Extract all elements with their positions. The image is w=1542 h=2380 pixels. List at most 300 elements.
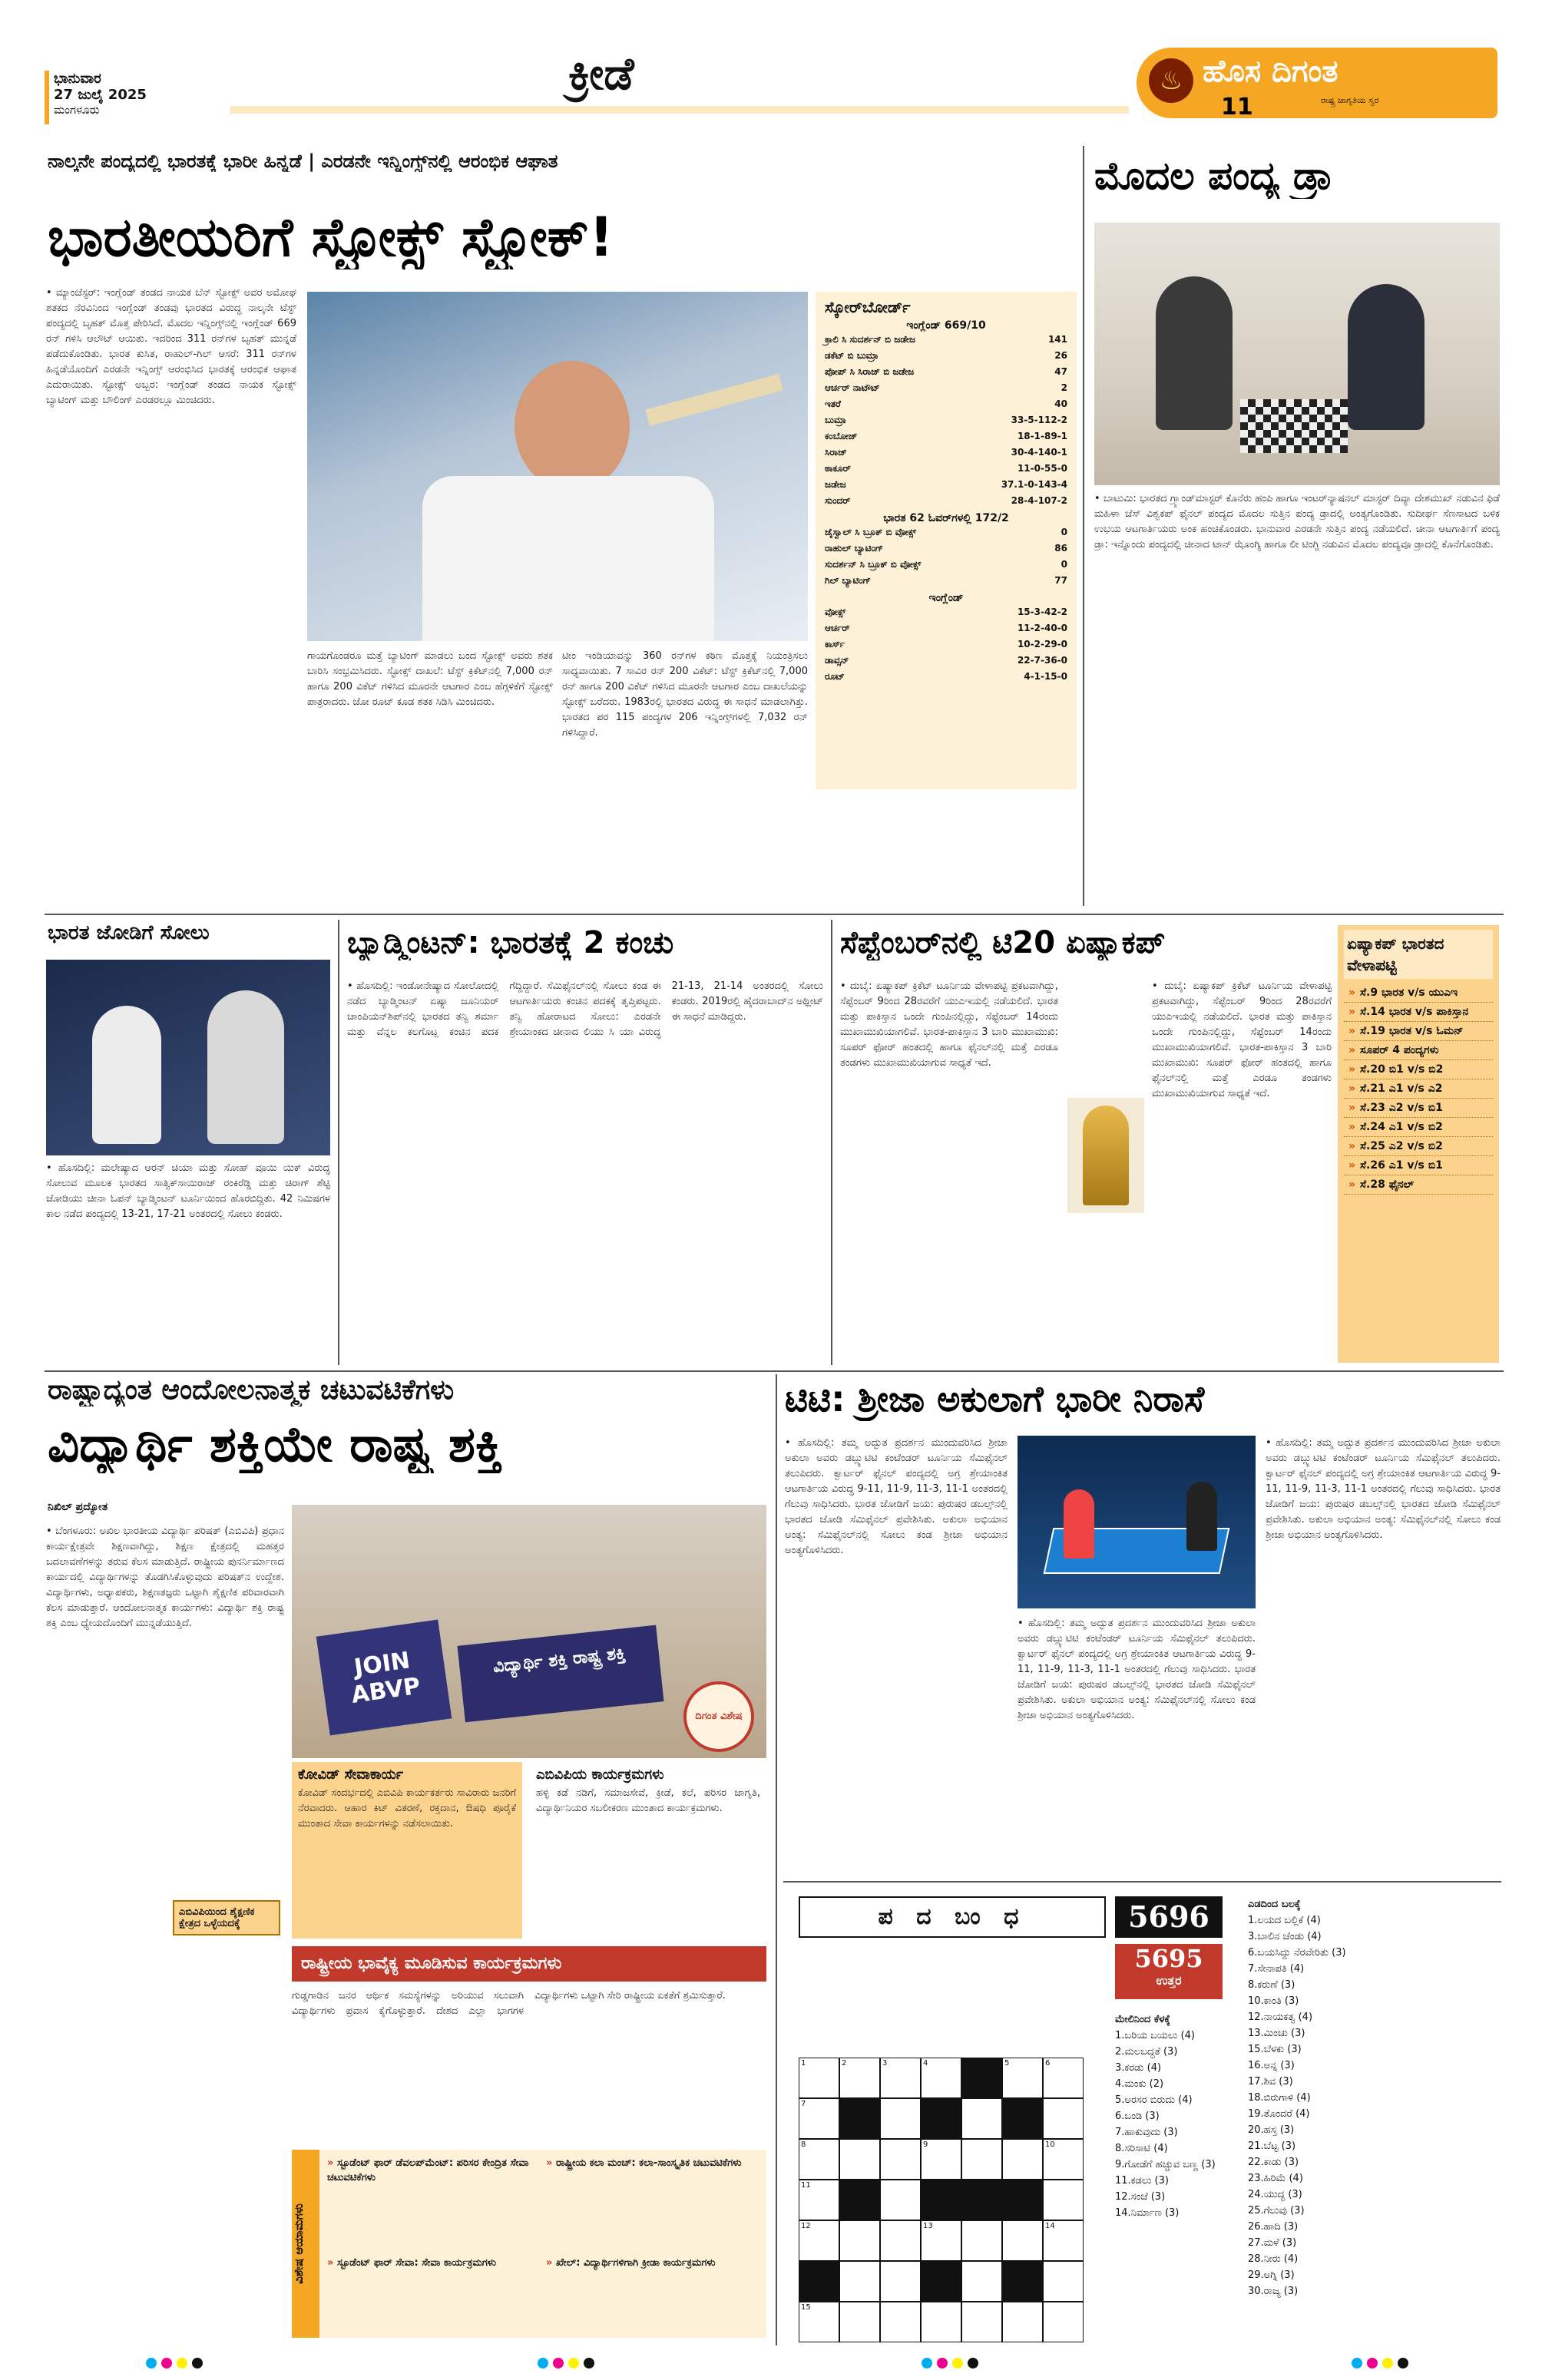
aspect-item bbox=[546, 2156, 757, 2248]
grid-cell[interactable] bbox=[961, 2220, 1002, 2261]
scorecard-rows-2 bbox=[825, 524, 1067, 589]
schedule-item bbox=[1344, 1060, 1493, 1079]
tt-player-1 bbox=[1064, 1489, 1094, 1559]
clue-item: 24.ಯುದ್ಧ (3) bbox=[1248, 2189, 1302, 2200]
arrow-icon: » bbox=[1348, 1083, 1356, 1095]
scorecard-row bbox=[825, 428, 1067, 445]
grid-cell[interactable] bbox=[839, 2139, 880, 2180]
lead-col1: • ಮ್ಯಾಂಚೆಸ್ಟರ್: ಇಂಗ್ಲೆಂಡ್ ತಂಡದ ನಾಯಕ ಬೆನ್ ಸ್ಟೋಕ್ಸ್ ಅವರ ಅಮೋಘ ಶತಕದ ನೆರವಿನಿಂದ ಇಂಗ್ಲೆಂಡ್ ತಂಡವು ಭಾರತದ ವಿರುದ್ಧ ನಾಲ್ಕನೇ ಟೆಸ್ಟ್ ಪಂದ್ಯದಲ್ಲಿ ಬೃಹತ್ ಮೊತ್ತ ಪೇರಿಸಿದೆ. ಮೊದಲ ಇನ್ನಿಂಗ್ಸ್‌ನಲ್ಲಿ ಇಂಗ್ಲೆಂಡ್ 669 ರನ್ ಗಳಿಸಿ ಆಲೌಟ್ ಆಯಿತು. ಇದರಿಂದ 311 ರನ್‌ಗಳ ಬೃಹತ್ ಮುನ್ನಡೆ ಪಡೆದುಕೊಂಡಿತು. ಭಾರತ ಕುಸಿತ, ರಾಹುಲ್-ಗಿಲ್ ಆಸರೆ: 311 ರನ್‌ಗಳ ಹಿನ್ನಡೆಯೊಂದಿಗೆ ಎರಡನೇ ಇನ್ನಿಂಗ್ಸ್ ಆರಂಭಿಸಿದ ಭಾರತಕ್ಕೆ ಆರಂಭಿಕ ಆಘಾತ ಎದುರಾಯಿತು. ಸ್ಟೋಕ್ಸ್ ಅಬ್ಬರ: ಇಂಗ್ಲೆಂಡ್ ತಂಡದ ನಾಯಕ ಸ್ಟೋಕ್ಸ್ ಬ್ಯಾಟಿಂಗ್ ಮತ್ತು ಬೌಲಿಂಗ್ ಎರಡರಲ್ಲೂ ಮಿಂಚಿದರು. bbox=[46, 287, 296, 406]
schedule-list bbox=[1344, 983, 1493, 1195]
lead-col3: ಟೀಂ ಇಂಡಿಯಾವನ್ನು 360 ರನ್‌ಗಳ ಕಠಿಣ ಮೊತ್ತಕ್ಕೆ ನಿಯಂತ್ರಿಸಲು ಸಾಧ್ಯವಾಯಿತು. 7 ಸಾವಿರ ರನ್ 200 ವಿಕೆಟ್: ಟೆಸ್ಟ್ ಕ್ರಿಕೆಟ್‌ನಲ್ಲಿ 7,000 ರನ್ ಹಾಗೂ 200 ವಿಕೆಟ್ ಗಳಿಸಿದ ಮೂರನೇ ಆಟಗಾರ ಎಂಬ ದಾಖಲೆಯನ್ನು ಸ್ಟೋಕ್ಸ್ ಬರೆದರು. 1983ರಲ್ಲಿ ಭಾರತದ ವಿರುದ್ಧ ಈ ಸಾಧನೆ ಮಾಡಲಾಗಿತ್ತು. ಭಾರತದ ಪರ 115 ಪಂದ್ಯಗಳ 206 ಇನ್ನಿಂಗ್ಸ್‌ಗಳಲ್ಲಿ 7,032 ರನ್ ಗಳಿಸಿದ್ದಾರೆ. bbox=[562, 650, 808, 739]
section-rule-3 bbox=[783, 1881, 1501, 1883]
scorecard-figure: 2 bbox=[1061, 382, 1067, 393]
scorecard-player: ಜಡೇಜ bbox=[825, 479, 846, 490]
scorecard-row bbox=[825, 524, 1067, 540]
scorecard-title: ಸ್ಕೋರ್‌ಬೋರ್ಡ್ bbox=[825, 298, 911, 316]
clue-item: 9.ಗೋಡೆಗೆ ಹಚ್ಚುವ ಬಣ್ಣ (3) bbox=[1115, 2159, 1216, 2170]
scorecard bbox=[816, 292, 1077, 789]
banner-shakti: ವಿದ್ಯಾರ್ಥಿ ಶಕ್ತಿ ರಾಷ್ಟ್ರ ಶಕ್ತಿ bbox=[457, 1625, 663, 1723]
grid-cell[interactable] bbox=[1043, 2261, 1084, 2302]
scorecard-player: ಕ್ರಾಲಿ ಸಿ ಸುದರ್ಶನ್ ಬಿ ಜಡೇಜ bbox=[825, 334, 915, 345]
programs-box-title: ಎಬಿವಿಪಿಯ ಕಾರ್ಯಕ್ರಮಗಳು bbox=[536, 1767, 664, 1783]
clue-item: 6.ಬಂಡಿ (3) bbox=[1115, 2111, 1160, 2122]
clue-item: 1.ಲಯದ ಬಲ್ಲಿಕೆ (4) bbox=[1248, 1915, 1321, 1926]
page-number: 11 bbox=[1221, 94, 1253, 121]
grid-cell[interactable] bbox=[880, 2139, 921, 2180]
scorecard-row bbox=[825, 445, 1067, 461]
grid-cell[interactable] bbox=[961, 2098, 1002, 2139]
aspect-text: ಸ್ಟೂಡೆಂಟ್ ಫಾರ್ ಸೇವಾ: ಸೇವಾ ಕಾರ್ಯಕ್ರಮಗಳು bbox=[336, 2256, 496, 2269]
city: ಮಂಗಳೂರು bbox=[54, 103, 100, 117]
scorecard-figure: 30-4-140-1 bbox=[1011, 447, 1067, 458]
grid-cell[interactable] bbox=[839, 2261, 880, 2302]
grid-cell[interactable] bbox=[799, 2058, 839, 2098]
grid-cell[interactable] bbox=[1002, 2058, 1043, 2098]
answer-number: 5695 bbox=[1134, 1944, 1203, 1973]
bat bbox=[645, 374, 783, 426]
answer-label: ಉತ್ತರ bbox=[1156, 1973, 1182, 1988]
section-rule-1 bbox=[45, 914, 1504, 915]
aspect-item bbox=[546, 2256, 757, 2333]
schedule-text: ಸೆ.25 ಎ2 v/s ಬಿ2 bbox=[1360, 1140, 1443, 1152]
grid-number: 6 bbox=[1045, 2059, 1051, 2068]
lamp-icon: ♨ bbox=[1149, 58, 1193, 103]
down-list bbox=[1115, 2028, 1238, 2221]
scorecard-player: ಗಿಲ್ ಬ್ಯಾಟಿಂಗ್ bbox=[825, 575, 872, 586]
grid-cell[interactable] bbox=[961, 2139, 1002, 2180]
schedule-text: ಸೆ.19 ಭಾರತ v/s ಓಮನ್ bbox=[1360, 1025, 1464, 1037]
unity-body: ಗುಡ್ಡಗಾಡಿನ ಜನರ ಆರ್ಥಿಕ ಸಮಸ್ಯೆಗಳನ್ನು ಅರಿಯುವ ಸಲುವಾಗಿ ವಿದ್ಯಾರ್ಥಿಗಳು ಪ್ರವಾಸ ಕೈಗೊಳ್ಳುತ್ತಾರೆ. ದೇಶದ ಎಲ್ಲಾ ಭಾಗಗಳ ವಿದ್ಯಾರ್ಥಿಗಳು ಒಟ್ಟಾಗಿ ಸೇರಿ ರಾಷ್ಟ್ರೀಯ ಏಕತೆಗೆ ಶ್ರಮಿಸುತ್ತಾರೆ. bbox=[292, 1990, 726, 2017]
scorecard-row bbox=[825, 477, 1067, 493]
puzzle-number: 5696 bbox=[1115, 1896, 1223, 1938]
schedule-text: ಸೆ.21 ಎ1 v/s ಎ2 bbox=[1360, 1083, 1443, 1095]
grid-block bbox=[839, 2180, 880, 2220]
scorecard-figure: 0 bbox=[1061, 559, 1067, 570]
scorecard-row bbox=[825, 396, 1067, 412]
scorecard-figure: 15-3-42-2 bbox=[1017, 607, 1067, 617]
grid-cell[interactable] bbox=[799, 2139, 839, 2180]
scorecard-player: ಬುಮ್ರಾ bbox=[825, 415, 847, 425]
scorecard-player: ರಾಹುಲ್ ಬ್ಯಾಟಿಂಗ್ bbox=[825, 543, 884, 554]
grid-cell[interactable] bbox=[880, 2302, 921, 2342]
clue-item: 15.ಬೆಳಕು (3) bbox=[1248, 2044, 1302, 2055]
scorecard-figure: 28-4-107-2 bbox=[1011, 495, 1067, 506]
scorecard-figure: 11-2-40-0 bbox=[1017, 623, 1067, 633]
column-divider bbox=[831, 920, 832, 1365]
grid-block bbox=[921, 2180, 961, 2220]
schedule-text: ಸೆ.9 ಭಾರತ v/s ಯುಎಇ bbox=[1360, 987, 1458, 999]
banner-join-abvp: JOIN ABVP bbox=[316, 1619, 452, 1735]
brand-name: ಹೊಸ ದಿಗಂತ bbox=[1203, 54, 1338, 89]
grid-cell[interactable] bbox=[921, 2220, 961, 2261]
aspects-label: ವಿಶೇಷ ಆಯಾಮಗಳು bbox=[292, 2150, 319, 2338]
scorecard-figure: 26 bbox=[1054, 350, 1067, 361]
chessboard bbox=[1240, 399, 1348, 453]
grid-cell[interactable] bbox=[921, 2058, 961, 2098]
scorecard-player: ಸಿರಾಜ್ bbox=[825, 447, 847, 458]
grid-block bbox=[839, 2098, 880, 2139]
scorecard-figure: 40 bbox=[1054, 398, 1067, 409]
grid-cell[interactable] bbox=[961, 2261, 1002, 2302]
grid-cell[interactable] bbox=[880, 2261, 921, 2302]
unity-banner: ರಾಷ್ಟ್ರೀಯ ಭಾವೈಕ್ಯ ಮೂಡಿಸುವ ಕಾರ್ಯಕ್ರಮಗಳು bbox=[292, 1946, 766, 1982]
grid-cell[interactable] bbox=[880, 2058, 921, 2098]
schedule-item bbox=[1344, 1175, 1493, 1195]
student-headline: ವಿದ್ಯಾರ್ಥಿ ಶಕ್ತಿಯೇ ರಾಷ್ಟ್ರ ಶಕ್ತಿ bbox=[48, 1416, 503, 1473]
scorecard-player: ಠಾಕೂರ್ bbox=[825, 463, 851, 474]
clue-item: 12.ಸಂಜೆ (3) bbox=[1115, 2191, 1166, 2203]
badminton-body: • ಹೊಸದಿಲ್ಲಿ: ಇಂಡೋನೇಷ್ಯಾದ ಸೋಲೋದಲ್ಲಿ ನಡೆದ ಬ್ಯಾಡ್ಮಿಂಟನ್ ಏಷ್ಯಾ ಜೂನಿಯರ್ ಚಾಂಪಿಯನ್‌ಶಿಪ್‌ನಲ್ಲಿ ಭಾರತದ ತನ್ವಿ ಶರ್ಮಾ ಮತ್ತು ವೆನ್ನಲ ಕಲಗೊಟ್ಲ ಕಂಚಿನ ಪದಕ ಗೆದ್ದಿದ್ದಾರೆ. ಸೆಮಿಫೈನಲ್‌ನಲ್ಲಿ ಸೋಲು ಕಂಡ ಈ ಆಟಗಾರ್ತಿಯರು ಕಂಚಿನ ಪದಕಕ್ಕೆ ತೃಪ್ತಿಪಟ್ಟರು. ತನ್ವಿ ಹೋರಾಟದ ಸೋಲು: ಎರಡನೇ ಶ್ರೇಯಾಂಕದ ಚೀನಾದ ಲಿಯು ಸಿ ಯಾ ವಿರುದ್ಧ 21-13, 21-14 ಅಂತರದಲ್ಲಿ ಸೋಲು ಕಂಡರು. 2019ರಲ್ಲಿ ಹೈದರಾಬಾದ್‌ನ ಅಥ್ಲೀಟ್ ಈ ಸಾಧನೆ ಮಾಡಿದ್ದರು. bbox=[347, 980, 823, 1038]
section-title: ಕ್ರೀಡೆ bbox=[568, 48, 634, 100]
badminton-side-title: ಭಾರತ ಜೋಡಿಗೆ ಸೋಲು bbox=[48, 921, 210, 944]
scorecard-figure: 33-5-112-2 bbox=[1011, 415, 1067, 425]
registration-marks-right bbox=[922, 2357, 983, 2372]
grid-cell[interactable] bbox=[1002, 2220, 1043, 2261]
down-clues bbox=[1115, 2011, 1238, 2342]
trophy-icon bbox=[1083, 1106, 1129, 1205]
grid-number: 10 bbox=[1045, 2140, 1055, 2149]
clue-item: 27.ಮಳೆ (3) bbox=[1248, 2237, 1297, 2249]
arrow-icon: » bbox=[1348, 1044, 1356, 1056]
scorecard-row bbox=[825, 461, 1067, 477]
badminton-side-body: • ಹೊಸದಿಲ್ಲಿ: ಮಲೇಷ್ಯಾದ ಆರನ್ ಚಿಯಾ ಮತ್ತು ಸೋಹ್ ವೂಯಿ ಯಿಕ್ ವಿರುದ್ಧ ಸೋಲುವ ಮೂಲಕ ಭಾರತದ ಸಾತ್ವಿಕ್‌ಸಾಯಿರಾಜ್ ರಂಕಿರೆಡ್ಡಿ ಮತ್ತು ಚಿರಾಗ್ ಶೆಟ್ಟಿ ಜೋಡಿಯು ಚೀನಾ ಓಪನ್ ಬ್ಯಾಡ್ಮಿಂಟನ್ ಟೂರ್ನಿಯಿಂದ ಹೊರಬಿದ್ದಿತು. 42 ನಿಮಿಷಗಳ ಕಾಲ ನಡೆದ ಪಂದ್ಯದಲ್ಲಿ 13-21, 17-21 ಅಂತರದಲ್ಲಿ ಸೋಲು ಕಂಡರು. bbox=[46, 1162, 330, 1220]
scorecard-row bbox=[825, 573, 1067, 589]
schedule-text: ಸೆ.14 ಭಾರತ v/s ಪಾಕಿಸ್ತಾನ bbox=[1360, 1006, 1469, 1018]
player-right bbox=[1348, 284, 1425, 430]
scorecard-row bbox=[825, 332, 1067, 348]
grid-cell[interactable] bbox=[880, 2098, 921, 2139]
grid-cell[interactable] bbox=[1002, 2302, 1043, 2342]
clue-item: 19.ತೊಂದರೆ (4) bbox=[1248, 2108, 1310, 2120]
aspects-box bbox=[292, 2150, 766, 2338]
scorecard-player: ಡಾವ್ಸನ್ bbox=[825, 655, 849, 666]
chess-headline: ಮೊದಲ ಪಂದ್ಯ ಡ್ರಾ bbox=[1094, 154, 1333, 198]
schedule-text: ಸೆ.23 ಎ2 v/s ಬಿ1 bbox=[1360, 1102, 1443, 1114]
scorecard-player: ಜೈಸ್ವಾಲ್ ಸಿ ಬ್ರೂಕ್ ಬಿ ವೋಕ್ಸ್ bbox=[825, 527, 917, 537]
arrow-icon: » bbox=[327, 2256, 337, 2269]
scorecard-row bbox=[825, 604, 1067, 620]
arrow-icon: » bbox=[546, 2157, 556, 2169]
grid-cell[interactable] bbox=[799, 2302, 839, 2342]
date-block bbox=[54, 71, 223, 117]
scorecard-player: ಸುದರ್ಶನ್ ಸಿ ಬ್ರೂಕ್ ಬಿ ವೋಕ್ಸ್ bbox=[825, 559, 922, 570]
arrow-icon: » bbox=[1348, 1102, 1356, 1114]
scorecard-rows-3 bbox=[825, 604, 1067, 685]
scorecard-figure: 141 bbox=[1047, 334, 1067, 345]
grid-number: 15 bbox=[801, 2303, 811, 2312]
grid-cell[interactable] bbox=[1043, 2139, 1084, 2180]
scorecard-row bbox=[825, 620, 1067, 636]
clue-item: 21.ಬೆಟ್ಟ (3) bbox=[1248, 2140, 1296, 2152]
clue-item: 1.ಬರಿಯ ಬಯಲು (4) bbox=[1115, 2030, 1195, 2041]
clue-item: 12.ನಾಯಕತ್ವ (4) bbox=[1248, 2011, 1313, 2023]
grid-cell[interactable] bbox=[1043, 2098, 1084, 2139]
grid-block bbox=[799, 2261, 839, 2302]
grid-number: 12 bbox=[801, 2222, 811, 2230]
clue-item: 28.ನೀರು (4) bbox=[1248, 2253, 1299, 2265]
digantha-badge: ದಿಗಂತ ವಿಶೇಷ bbox=[683, 1681, 754, 1752]
scorecard-figure: 22-7-36-0 bbox=[1017, 655, 1067, 666]
scorecard-figure: 77 bbox=[1054, 575, 1067, 586]
grid-number: 7 bbox=[801, 2100, 806, 2108]
clue-item: 11.ಕಡಲು (3) bbox=[1115, 2175, 1169, 2187]
scorecard-figure: 0 bbox=[1061, 527, 1067, 537]
grid-block bbox=[921, 2098, 961, 2139]
grid-cell[interactable] bbox=[1043, 2180, 1084, 2220]
asiacup-headline: ಸೆಪ್ಟೆಂಬರ್‌ನಲ್ಲಿ ಟಿ20 ಏಷ್ಯಾಕಪ್ bbox=[840, 925, 1166, 960]
clue-item: 13.ಮಿಂಚು (3) bbox=[1248, 2028, 1305, 2039]
scorecard-row bbox=[825, 380, 1067, 396]
grid-number: 9 bbox=[923, 2140, 928, 2149]
scorecard-row bbox=[825, 364, 1067, 380]
across-title: ಎಡದಿಂದ ಬಲಕ್ಕೆ bbox=[1248, 1899, 1301, 1910]
grid-block bbox=[1002, 2261, 1043, 2302]
grid-number: 11 bbox=[801, 2181, 811, 2190]
clue-item: 16.ಅನ್ನ (3) bbox=[1248, 2060, 1295, 2071]
schedule-text: ಸೂಪರ್ 4 ಪಂದ್ಯಗಳು bbox=[1360, 1044, 1439, 1056]
grid-cell[interactable] bbox=[921, 2139, 961, 2180]
student-byline: ನಿಖಿಲ್ ಪ್ರದ್ಯೋತ bbox=[48, 1501, 108, 1513]
tt-player-2 bbox=[1186, 1482, 1217, 1551]
badminton-headline: ಬ್ಯಾಡ್ಮಿಂಟನ್: ಭಾರತಕ್ಕೆ 2 ಕಂಚು bbox=[347, 925, 674, 960]
grid-cell[interactable] bbox=[961, 2302, 1002, 2342]
scorecard-figure: 10-2-29-0 bbox=[1017, 639, 1067, 650]
stokes-photo bbox=[307, 292, 808, 641]
scorecard-row bbox=[825, 348, 1067, 364]
grid-block bbox=[1002, 2098, 1043, 2139]
brand-logo bbox=[1137, 48, 1497, 121]
badminton-photo bbox=[46, 960, 330, 1155]
scorecard-rows-1 bbox=[825, 332, 1067, 509]
aspect-item bbox=[327, 2256, 538, 2333]
clue-item: 3.ಕರಡು (4) bbox=[1115, 2062, 1162, 2074]
covid-box-title: ಕೋವಿಡ್ ಸೇವಾಕಾರ್ಯ bbox=[298, 1767, 404, 1783]
clue-item: 18.ಬಿರುಗಾಳಿ (4) bbox=[1248, 2092, 1311, 2104]
grid-number: 2 bbox=[842, 2059, 847, 2068]
clue-item: 22.ಕಾಡು (3) bbox=[1248, 2157, 1299, 2168]
scorecard-figure: 86 bbox=[1054, 543, 1067, 554]
arrow-icon: » bbox=[1348, 1025, 1356, 1037]
clue-item: 4.ಮಂಕು (2) bbox=[1115, 2078, 1164, 2090]
schedule-item bbox=[1344, 1079, 1493, 1099]
grid-number: 13 bbox=[923, 2222, 933, 2230]
section-rule-2 bbox=[45, 1370, 1504, 1372]
aspect-items bbox=[327, 2156, 757, 2332]
aspect-text: ರಾಷ್ಟ್ರೀಯ ಕಲಾ ಮಂಚ್: ಕಲಾ-ಸಾಂಸ್ಕೃತಿಕ ಚಟುವಟಿಕೆಗಳು bbox=[555, 2157, 742, 2169]
arrow-icon: » bbox=[1348, 1140, 1356, 1152]
schedule-text: ಸೆ.24 ಎ1 v/s ಬಿ2 bbox=[1360, 1121, 1443, 1133]
grid-block bbox=[961, 2180, 1002, 2220]
across-clues bbox=[1248, 1896, 1501, 2342]
masthead-rule bbox=[230, 106, 1129, 114]
arrow-icon: » bbox=[327, 2157, 337, 2169]
grid-number: 3 bbox=[882, 2059, 888, 2068]
arrow-icon: » bbox=[1348, 1121, 1356, 1133]
column-divider bbox=[1083, 146, 1084, 906]
schedule-item bbox=[1344, 1156, 1493, 1175]
asiacup-schedule bbox=[1338, 925, 1499, 1363]
grid-cell[interactable] bbox=[839, 2220, 880, 2261]
clue-item: 29.ಅಗ್ನಿ (3) bbox=[1248, 2269, 1295, 2281]
clue-item: 10.ಕಾಂತಿ (3) bbox=[1248, 1995, 1299, 2007]
scorecard-player: ಡಕೆಟ್ ಬಿ ಬುಮ್ರಾ bbox=[825, 350, 879, 361]
clue-item: 23.ಹಿರಿಮೆ (4) bbox=[1248, 2173, 1303, 2184]
schedule-text: ಸೆ.26 ಎ1 v/s ಬಿ1 bbox=[1360, 1159, 1443, 1172]
column-divider bbox=[776, 1374, 777, 2345]
grid-block bbox=[1002, 2180, 1043, 2220]
schedule-item bbox=[1344, 1041, 1493, 1060]
grid-cell[interactable] bbox=[880, 2220, 921, 2261]
tt-headline: ಟಿಟಿ: ಶ್ರೀಜಾ ಅಕುಲಾಗೆ ಭಾರೀ ನಿರಾಸೆ bbox=[785, 1378, 1205, 1420]
scorecard-figure: 37.1-0-143-4 bbox=[1001, 479, 1067, 490]
puzzle-title: ಪ ದ ಬಂ ಧ bbox=[799, 1896, 1106, 1938]
grid-block bbox=[961, 2058, 1002, 2098]
arrow-icon: » bbox=[546, 2256, 556, 2269]
clue-item: 20.ಹಸ್ತ (3) bbox=[1248, 2124, 1295, 2136]
across-list bbox=[1248, 1912, 1501, 2299]
clue-item: 6.ಬಯಸಿದ್ದು ನೆರವೇರಿತು (3) bbox=[1248, 1947, 1346, 1959]
grid-block bbox=[921, 2261, 961, 2302]
arrow-icon: » bbox=[1348, 1159, 1356, 1172]
grid-cell[interactable] bbox=[799, 2180, 839, 2220]
asiacup-trophy bbox=[1067, 1098, 1144, 1213]
arrow-icon: » bbox=[1348, 1006, 1356, 1018]
clue-item: 26.ಹಾದಿ (3) bbox=[1248, 2221, 1299, 2233]
clue-item: 7.ಹಾಕುವುದು (3) bbox=[1115, 2127, 1178, 2138]
arrow-icon: » bbox=[1348, 987, 1356, 999]
grid-number: 8 bbox=[801, 2140, 806, 2149]
clue-item: 17.ಶಿವ (3) bbox=[1248, 2076, 1293, 2087]
grid-cell[interactable] bbox=[880, 2180, 921, 2220]
clue-item: 30.ರಾಜ್ಯ (3) bbox=[1248, 2286, 1299, 2297]
brand-tagline: ರಾಷ್ಟ್ರ ಜಾಗೃತಿಯ ಸ್ವರ bbox=[1321, 95, 1379, 105]
scorecard-row bbox=[825, 412, 1067, 428]
grid-number: 14 bbox=[1045, 2222, 1055, 2230]
day: ಭಾನುವಾರ bbox=[54, 71, 101, 87]
aspect-item bbox=[327, 2156, 538, 2248]
bowl-title: ಇಂಗ್ಲೆಂಡ್ bbox=[928, 592, 964, 604]
player-shirt bbox=[422, 476, 714, 641]
schedule-item bbox=[1344, 1099, 1493, 1118]
date-rule bbox=[45, 71, 49, 124]
covid-box bbox=[292, 1762, 522, 1939]
crossword-grid[interactable] bbox=[799, 2058, 1090, 2349]
masthead bbox=[0, 0, 1542, 146]
date: 27 ಜುಲೈ 2025 bbox=[54, 87, 147, 103]
schedule-item bbox=[1344, 1003, 1493, 1022]
scorecard-figure: 4-1-15-0 bbox=[1024, 671, 1067, 682]
scorecard-row bbox=[825, 493, 1067, 509]
grid-cell[interactable] bbox=[1043, 2058, 1084, 2098]
team1-total: ಇಂಗ್ಲೆಂಡ್ 669/10 bbox=[906, 319, 986, 332]
grid-cell[interactable] bbox=[1002, 2139, 1043, 2180]
down-title: ಮೇಲಿನಿಂದ ಕೆಳಕ್ಕೆ bbox=[1115, 2014, 1170, 2025]
tt-photo bbox=[1018, 1436, 1256, 1608]
schedule-item bbox=[1344, 1022, 1493, 1041]
clue-item: 2.ಮಲಬದ್ಧತೆ (3) bbox=[1115, 2046, 1178, 2058]
chess-body: • ಬಾಟುಮಿ: ಭಾರತದ ಗ್ರ್ಯಾಂಡ್‌ಮಾಸ್ಟರ್ ಕೊನೆರು ಹಂಪಿ ಹಾಗೂ ಇಂಟರ್‌ನ್ಯಾಷನಲ್ ಮಾಸ್ಟರ್ ದಿವ್ಯಾ ದೇಶಮುಖ್ ನಡುವಿನ ಫಿಡೆ ಮಹಿಳಾ ಚೆಸ್ ವಿಶ್ವಕಪ್ ಫೈನಲ್ ಪಂದ್ಯದ ಮೊದಲ ಸುತ್ತಿನ ಪಂದ್ಯ ಡ್ರಾದಲ್ಲಿ ಅಂತ್ಯಗೊಂಡಿತು. ಸುದೀರ್ಘ ಸೆಣಸಾಟದ ಬಳಿಕ ಉಭಯ ಆಟಗಾರ್ತಿಯರು ಅಂಕ ಹಂಚಿಕೊಂಡರು. ಭಾನುವಾರ ಎರಡನೇ ಸುತ್ತಿನ ಪಂದ್ಯ ನಡೆಯಲಿದೆ. ಚೀನಾ ಆಟಗಾರ್ತಿಗೆ ಪಂದ್ಯ ಡ್ರಾ: ಇನ್ನೊಂದು ಪಂದ್ಯದಲ್ಲಿ ಚೀನಾದ ಟಾನ್ ಝೊಂಗ್ಯಿ ಹಾಗೂ ಲೀ ಟಿಂಗ್ಜಿ ನಡುವಿನ ಮೊದಲ ಪಂದ್ಯವೂ ಡ್ರಾದಲ್ಲಿ ಕೊನೆಗೊಂಡಿತು. bbox=[1094, 493, 1500, 550]
answer-box bbox=[1115, 1944, 1223, 1999]
programs-box-body: ಹಳ್ಳಿ ಕಡೆ ನಡಿಗೆ, ಸಮಾಜಸೇವೆ, ಕ್ರೀಡೆ, ಕಲೆ, ಪರಿಸರ ಜಾಗೃತಿ, ವಿದ್ಯಾರ್ಥಿನಿಯರ ಸಬಲೀಕರಣ ಮುಂತಾದ ಕಾರ್ಯಕ್ರಮಗಳು. bbox=[536, 1787, 760, 1814]
clue-item: 3.ಬಾಲಿನ ಚೆಂಡು (4) bbox=[1248, 1931, 1322, 1942]
grid-cell[interactable] bbox=[921, 2302, 961, 2342]
asiacup-body-2: • ದುಬೈ: ಏಷ್ಯಾಕಪ್ ಕ್ರಿಕೆಟ್ ಟೂರ್ನಿಯ ವೇಳಾಪಟ್ಟಿ ಪ್ರಕಟವಾಗಿದ್ದು, ಸೆಪ್ಟೆಂಬರ್ 9ರಿಂದ 28ರವರೆಗೆ ಯುಎಇಯಲ್ಲಿ ನಡೆಯಲಿದೆ. ಭಾರತ ಮತ್ತು ಪಾಕಿಸ್ತಾನ ಒಂದೇ ಗುಂಪಿನಲ್ಲಿದ್ದು, ಸೆಪ್ಟೆಂಬರ್ 14ರಂದು ಮುಖಾಮುಖಿಯಾಗಲಿವೆ. ಭಾರತ-ಪಾಕಿಸ್ತಾನ 3 ಬಾರಿ ಮುಖಾಮುಖಿ: ಸೂಪರ್ ಫೋರ್ ಹಂತದಲ್ಲಿ ಹಾಗೂ ಫೈನಲ್‌ನಲ್ಲಿ ಮತ್ತೆ ಎರಡೂ ತಂಡಗಳು ಮುಖಾಮುಖಿಯಾಗುವ ಸಾಧ್ಯತೆ ಇದೆ. bbox=[1152, 980, 1332, 1099]
clue-item: 8.ಕರುಣೆ (3) bbox=[1248, 1979, 1295, 1991]
grid-cell[interactable] bbox=[839, 2302, 880, 2342]
arrow-icon: » bbox=[1348, 1178, 1356, 1191]
scorecard-row bbox=[825, 636, 1067, 653]
covid-box-body: ಕೋವಿಡ್ ಸಂದರ್ಭದಲ್ಲಿ ಎಬಿವಿಪಿ ಕಾರ್ಯಕರ್ತರು ಸಾವಿರಾರು ಜನರಿಗೆ ನೆರವಾದರು. ಆಹಾರ ಕಿಟ್ ವಿತರಣೆ, ರಕ್ತದಾನ, ಔಷಧಿ ಪೂರೈಕೆ ಮುಂತಾದ ಸೇವಾ ಕಾರ್ಯಗಳನ್ನು ನಡೆಸಲಾಯಿತು. bbox=[298, 1787, 516, 1830]
scorecard-player: ಸುಂದರ್ bbox=[825, 495, 851, 506]
schedule-text: ಸೆ.20 ಬಿ1 v/s ಬಿ2 bbox=[1360, 1063, 1444, 1076]
clue-item: 8.ಸರಿಸಾಟಿ (4) bbox=[1115, 2143, 1168, 2154]
registration-marks-center bbox=[538, 2357, 599, 2372]
schedule-item bbox=[1344, 1118, 1493, 1137]
student-photo bbox=[292, 1505, 766, 1758]
grid-number: 4 bbox=[923, 2059, 928, 2068]
scorecard-player: ವೋಕ್ಸ್ bbox=[825, 607, 846, 617]
schedule-item bbox=[1344, 983, 1493, 1003]
grid-number: 1 bbox=[801, 2059, 806, 2068]
schedule-item bbox=[1344, 1137, 1493, 1156]
player-1 bbox=[92, 1006, 161, 1144]
scorecard-figure: 11-0-55-0 bbox=[1017, 463, 1067, 474]
registration-marks-far-right bbox=[1352, 2357, 1413, 2372]
team2-total: ಭಾರತ 62 ಓವರ್‌ಗಳಲ್ಲಿ 172/2 bbox=[883, 512, 1009, 524]
registration-marks-left bbox=[146, 2357, 207, 2372]
chess-photo bbox=[1094, 223, 1500, 485]
scorecard-player: ಇತರೆ bbox=[825, 398, 841, 409]
scorecard-player: ಆರ್ಚರ್ ನಾಟೌಟ್ bbox=[825, 382, 880, 393]
grid-cell[interactable] bbox=[799, 2098, 839, 2139]
student-kicker: ರಾಷ್ಟ್ರಾದ್ಯಂತ ಆಂದೋಲನಾತ್ಮಕ ಚಟುವಟಿಕೆಗಳು bbox=[48, 1374, 455, 1406]
scorecard-figure: 47 bbox=[1054, 366, 1067, 377]
grid-number: 5 bbox=[1004, 2059, 1010, 2068]
aspect-text: ಖೇಲ್: ವಿದ್ಯಾರ್ಥಿಗಳಿಗಾಗಿ ಕ್ರೀಡಾ ಕಾರ್ಯಕ್ರಮಗಳು bbox=[555, 2256, 716, 2269]
scorecard-player: ರೂಟ್ bbox=[825, 671, 845, 682]
player-head bbox=[515, 361, 630, 491]
grid-cell[interactable] bbox=[839, 2058, 880, 2098]
tt-body-mid: • ಹೊಸದಿಲ್ಲಿ: ತಮ್ಮ ಅದ್ಭುತ ಪ್ರದರ್ಶನ ಮುಂದುವರಿಸಿದ ಶ್ರೀಜಾ ಅಕುಲಾ ಅವರು ಡಬ್ಲ್ಯುಟಿಟಿ ಕಂಟೆಂಡರ್ ಟೂರ್ನಿಯ ಸೆಮಿಫೈನಲ್ ತಲುಪಿದರು. ಕ್ವಾರ್ಟರ್ ಫೈನಲ್ ಪಂದ್ಯದಲ್ಲಿ ಅಗ್ರ ಶ್ರೇಯಾಂಕಿತ ಆಟಗಾರ್ತಿಯ ವಿರುದ್ಧ 9-11, 11-9, 11-3, 11-1 ಅಂತರದಲ್ಲಿ ಗೆಲುವು ಸಾಧಿಸಿದರು. ಭಾರತ ಜೋಡಿಗೆ ಜಯ: ಪುರುಷರ ಡಬಲ್ಸ್‌ನಲ್ಲಿ ಭಾರತದ ಜೋಡಿ ಸೆಮಿಫೈನಲ್ ಪ್ರವೇಶಿಸಿತು. ಅಕುಲಾ ಅಭಿಯಾನ ಅಂತ್ಯ: ಸೆಮಿಫೈನಲ್‌ನಲ್ಲಿ ಸೋಲು ಕಂಡ ಶ್ರೀಜಾ ಅಭಿಯಾನ ಅಂತ್ಯಗೊಳಿಸಿದರು. bbox=[1018, 1618, 1256, 1721]
scorecard-player: ಆರ್ಚರ್ bbox=[825, 623, 850, 633]
player-left bbox=[1156, 276, 1233, 430]
arrow-icon: » bbox=[1348, 1063, 1356, 1076]
clue-item: 7.ಸೇನಾಪತಿ (4) bbox=[1248, 1963, 1305, 1975]
student-pullquote: ಎಬಿವಿಪಿಯಿಂದ ಶೈಕ್ಷಣಿಕ ಕ್ಷೇತ್ರದ ಒಳ್ಳೆಯದಕ್ಕೆ bbox=[173, 1900, 280, 1935]
scorecard-player: ಕಂಬೋಜ್ bbox=[825, 431, 858, 441]
scorecard-figure: 18-1-89-1 bbox=[1017, 431, 1067, 441]
programs-box bbox=[530, 1762, 766, 1939]
grid-cell[interactable] bbox=[1043, 2220, 1084, 2261]
scorecard-player: ಪೋಪ್ ಸಿ ಸಿರಾಜ್ ಬಿ ಜಡೇಜ bbox=[825, 366, 915, 377]
asiacup-body-1: • ದುಬೈ: ಏಷ್ಯಾಕಪ್ ಕ್ರಿಕೆಟ್ ಟೂರ್ನಿಯ ವೇಳಾಪಟ್ಟಿ ಪ್ರಕಟವಾಗಿದ್ದು, ಸೆಪ್ಟೆಂಬರ್ 9ರಿಂದ 28ರವರೆಗೆ ಯುಎಇಯಲ್ಲಿ ನಡೆಯಲಿದೆ. ಭಾರತ ಮತ್ತು ಪಾಕಿಸ್ತಾನ ಒಂದೇ ಗುಂಪಿನಲ್ಲಿದ್ದು, ಸೆಪ್ಟೆಂಬರ್ 14ರಂದು ಮುಖಾಮುಖಿಯಾಗಲಿವೆ. ಭಾರತ-ಪಾಕಿಸ್ತಾನ 3 ಬಾರಿ ಮುಖಾಮುಖಿ: ಸೂಪರ್ ಫೋರ್ ಹಂತದಲ್ಲಿ ಹಾಗೂ ಫೈನಲ್‌ನಲ್ಲಿ ಮತ್ತೆ ಎರಡೂ ತಂಡಗಳು ಮುಖಾಮುಖಿಯಾಗುವ ಸಾಧ್ಯತೆ ಇದೆ. bbox=[840, 980, 1058, 1069]
tt-body-left: • ಹೊಸದಿಲ್ಲಿ: ತಮ್ಮ ಅದ್ಭುತ ಪ್ರದರ್ಶನ ಮುಂದುವರಿಸಿದ ಶ್ರೀಜಾ ಅಕುಲಾ ಅವರು ಡಬ್ಲ್ಯುಟಿಟಿ ಕಂಟೆಂಡರ್ ಟೂರ್ನಿಯ ಸೆಮಿಫೈನಲ್ ತಲುಪಿದರು. ಕ್ವಾರ್ಟರ್ ಫೈನಲ್ ಪಂದ್ಯದಲ್ಲಿ ಅಗ್ರ ಶ್ರೇಯಾಂಕಿತ ಆಟಗಾರ್ತಿಯ ವಿರುದ್ಧ 9-11, 11-9, 11-3, 11-1 ಅಂತರದಲ್ಲಿ ಗೆಲುವು ಸಾಧಿಸಿದರು. ಭಾರತ ಜೋಡಿಗೆ ಜಯ: ಪುರುಷರ ಡಬಲ್ಸ್‌ನಲ್ಲಿ ಭಾರತದ ಜೋಡಿ ಸೆಮಿಫೈನಲ್ ಪ್ರವೇಶಿಸಿತು. ಅಕುಲಾ ಅಭಿಯಾನ ಅಂತ್ಯ: ಸೆಮಿಫೈನಲ್‌ನಲ್ಲಿ ಸೋಲು ಕಂಡ ಶ್ರೀಜಾ ಅಭಿಯಾನ ಅಂತ್ಯಗೊಳಿಸಿದರು. bbox=[785, 1437, 1008, 1556]
grid-cell[interactable] bbox=[799, 2220, 839, 2261]
scorecard-row bbox=[825, 557, 1067, 573]
tt-body-right: • ಹೊಸದಿಲ್ಲಿ: ತಮ್ಮ ಅದ್ಭುತ ಪ್ರದರ್ಶನ ಮುಂದುವರಿಸಿದ ಶ್ರೀಜಾ ಅಕುಲಾ ಅವರು ಡಬ್ಲ್ಯುಟಿಟಿ ಕಂಟೆಂಡರ್ ಟೂರ್ನಿಯ ಸೆಮಿಫೈನಲ್ ತಲುಪಿದರು. ಕ್ವಾರ್ಟರ್ ಫೈನಲ್ ಪಂದ್ಯದಲ್ಲಿ ಅಗ್ರ ಶ್ರೇಯಾಂಕಿತ ಆಟಗಾರ್ತಿಯ ವಿರುದ್ಧ 9-11, 11-9, 11-3, 11-1 ಅಂತರದಲ್ಲಿ ಗೆಲುವು ಸಾಧಿಸಿದರು. ಭಾರತ ಜೋಡಿಗೆ ಜಯ: ಪುರುಷರ ಡಬಲ್ಸ್‌ನಲ್ಲಿ ಭಾರತದ ಜೋಡಿ ಸೆಮಿಫೈನಲ್ ಪ್ರವೇಶಿಸಿತು. ಅಕುಲಾ ಅಭಿಯಾನ ಅಂತ್ಯ: ಸೆಮಿಫೈನಲ್‌ನಲ್ಲಿ ಸೋಲು ಕಂಡ ಶ್ರೀಜಾ ಅಭಿಯಾನ ಅಂತ್ಯಗೊಳಿಸಿದರು. bbox=[1266, 1437, 1501, 1541]
clue-item: 5.ಅರಸರ ಬಿರುದು (4) bbox=[1115, 2094, 1193, 2106]
student-body: • ಬೆಂಗಳೂರು: ಅಖಿಲ ಭಾರತೀಯ ವಿದ್ಯಾರ್ಥಿ ಪರಿಷತ್ (ಎಬಿವಿಪಿ) ಪ್ರಧಾನ ಕಾರ್ಯಕ್ಷೇತ್ರವೇ ಶಿಕ್ಷಣವಾಗಿದ್ದು, ಶಿಕ್ಷಣ ಕ್ಷೇತ್ರದಲ್ಲಿ ಮಹತ್ತರ ಬದಲಾವಣೆಗಳನ್ನು ತರುವ ಕೆಲಸ ಮಾಡುತ್ತಿದೆ. ರಾಷ್ಟ್ರೀಯ ಪುನರ್ನಿರ್ಮಾಣದ ಕಾರ್ಯದಲ್ಲಿ ವಿದ್ಯಾರ್ಥಿಗಳನ್ನು ತೊಡಗಿಸಿಕೊಳ್ಳುವುದು ಪರಿಷತ್‌ನ ಉದ್ದೇಶ. ವಿದ್ಯಾರ್ಥಿಗಳು, ಅಧ್ಯಾಪಕರು, ಶಿಕ್ಷಣತಜ್ಞರು ಒಟ್ಟಾಗಿ ಶೈಕ್ಷಣಿಕ ಪರಿವಾರವಾಗಿ ಕೆಲಸ ಮಾಡುತ್ತಾರೆ. ಆಂದೋಲನಾತ್ಮಕ ಕಾರ್ಯಗಳು: ವಿದ್ಯಾರ್ಥಿ ಶಕ್ತಿ ರಾಷ್ಟ್ರ ಶಕ್ತಿ ಎಂಬ ಧ್ಯೇಯದೊಂದಿಗೆ ಮುನ್ನಡೆಯುತ್ತಿದೆ. bbox=[46, 1526, 284, 1629]
schedule-text: ಸೆ.28 ಫೈನಲ್ bbox=[1360, 1178, 1415, 1191]
lead-col2: ಗಾಯಗೊಂಡರೂ ಮತ್ತೆ ಬ್ಯಾಟಿಂಗ್ ಮಾಡಲು ಬಂದ ಸ್ಟೋಕ್ಸ್ ಅವರು ಶತಕ ಬಾರಿಸಿ ಸಂಭ್ರಮಿಸಿದರು. ಸ್ಟೋಕ್ಸ್ ದಾಖಲೆ: ಟೆಸ್ಟ್ ಕ್ರಿಕೆಟ್‌ನಲ್ಲಿ 7,000 ರನ್ ಹಾಗೂ 200 ವಿಕೆಟ್ ಗಳಿಸಿದ ಮೂರನೇ ಆಟಗಾರ ಎಂಬ ಹೆಗ್ಗಳಿಕೆಗೆ ಸ್ಟೋಕ್ಸ್ ಪಾತ್ರರಾದರು. ಜೋ ರೂಟ್ ಕೂಡ ಶತಕ ಸಿಡಿಸಿ ಮಿಂಚಿದರು. bbox=[307, 650, 553, 708]
scorecard-row bbox=[825, 669, 1067, 685]
scorecard-row bbox=[825, 653, 1067, 669]
scorecard-row bbox=[825, 540, 1067, 557]
scorecard-player: ಕಾರ್ಸ್ bbox=[825, 639, 845, 650]
grid-cell[interactable] bbox=[1043, 2302, 1084, 2342]
clue-item: 25.ಗೆಲುವು (3) bbox=[1248, 2205, 1305, 2216]
aspect-text: ಸ್ಟೂಡೆಂಟ್ ಫಾರ್ ಡೆವಲಪ್‌ಮೆಂಟ್: ಪರಿಸರ ಕೇಂದ್ರಿತ ಸೇವಾ ಚಟುವಟಿಕೆಗಳು bbox=[327, 2157, 529, 2183]
